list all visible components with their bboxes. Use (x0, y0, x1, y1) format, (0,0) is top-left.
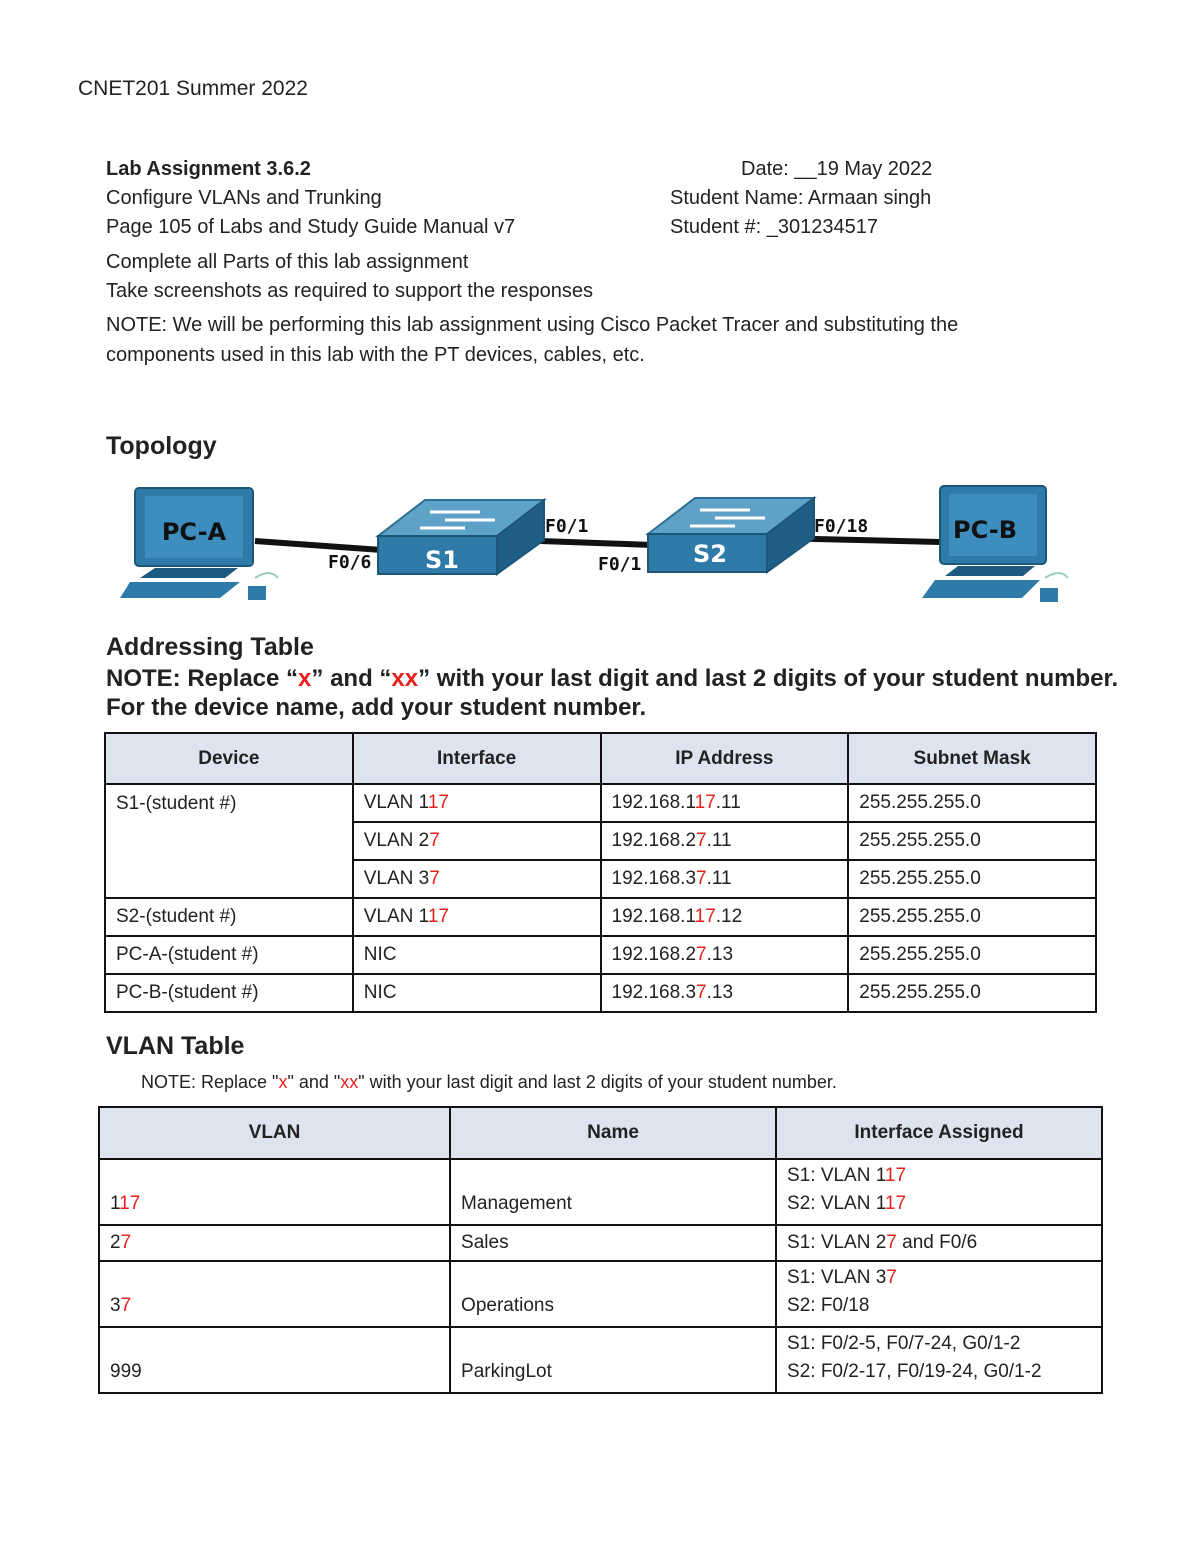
table-row (99, 1159, 1102, 1225)
column-header: IP Address (601, 733, 849, 784)
table-row (105, 936, 1096, 974)
lab-subtitle: Configure VLANs and Trunking (106, 187, 382, 209)
interface-cell: VLAN 37 (353, 860, 601, 898)
date-field: Date: __19 May 2022 (741, 158, 933, 180)
addressing-heading: Addressing Table (106, 633, 314, 661)
interface-cell: VLAN 117 (353, 898, 601, 936)
note-x: x (298, 665, 312, 692)
ip-cell: 192.168.37.13 (601, 974, 849, 1012)
switch-s1-icon (378, 500, 544, 574)
ip-cell: 192.168.27.11 (601, 822, 849, 860)
course-header: CNET201 Summer 2022 (78, 77, 308, 100)
mask-cell: 255.255.255.0 (848, 936, 1096, 974)
vlan-interface-cell: S1: VLAN 37 S2: F0/18 (776, 1261, 1102, 1327)
student-number-field: Student #: _301234517 (670, 216, 878, 238)
port-label-s1-f01: F0/1 (545, 516, 589, 537)
instruction-line: Complete all Parts of this lab assignment (106, 251, 469, 273)
device-cell: S2-(student #) (105, 898, 353, 936)
port-label-s2-f018: F0/18 (814, 516, 869, 537)
pc-b-label: PC-B (952, 516, 1018, 544)
vlan-name-cell: Management (450, 1159, 776, 1225)
vlan-id-cell: 27 (99, 1225, 450, 1261)
note-text: ” with your last digit and last 2 digits of your student number. (418, 665, 1119, 692)
interface-cell: VLAN 117 (353, 784, 601, 822)
ip-cell: 192.168.37.11 (601, 860, 849, 898)
lab-title: Lab Assignment 3.6.2 (106, 158, 311, 180)
mask-cell: 255.255.255.0 (848, 898, 1096, 936)
vlan-note: NOTE: Replace "x" and "xx" with your last digit and last 2 digits of your student number. (141, 1072, 837, 1092)
column-header: VLAN (99, 1107, 450, 1159)
mask-cell: 255.255.255.0 (848, 784, 1096, 822)
vlan-interface-cell: S1: F0/2-5, F0/7-24, G0/1-2 S2: F0/2-17, F0/19-24, G0/1-2 (776, 1327, 1102, 1393)
port-label-s1-f06: F0/6 (328, 552, 372, 573)
addressing-note (106, 664, 1146, 722)
switch-s2-icon (648, 498, 814, 572)
column-header: Subnet Mask (848, 733, 1096, 784)
column-header: Interface (353, 733, 601, 784)
topology-heading: Topology (106, 432, 217, 460)
table-row (99, 1225, 1102, 1261)
port-label-s2-f01: F0/1 (598, 554, 642, 575)
vlan-heading: VLAN Table (106, 1032, 245, 1060)
vlan-table (98, 1106, 1103, 1394)
s1-label: S1 (425, 546, 459, 574)
interface-cell: NIC (353, 974, 601, 1012)
ip-cell: 192.168.27.13 (601, 936, 849, 974)
note-text: For the device name, add your student number. (106, 694, 647, 721)
cable-pca-s1 (255, 541, 382, 550)
student-name-field: Student Name: Armaan singh (670, 187, 932, 209)
ip-cell: 192.168.117.11 (601, 784, 849, 822)
table-row (105, 898, 1096, 936)
table-row (99, 1327, 1102, 1393)
s2-label: S2 (693, 540, 727, 568)
table-row (105, 784, 1096, 822)
mask-cell: 255.255.255.0 (848, 822, 1096, 860)
table-row (99, 1261, 1102, 1327)
device-cell: PC-B-(student #) (105, 974, 353, 1012)
ip-cell: 192.168.117.12 (601, 898, 849, 936)
pc-a-icon (120, 488, 278, 600)
lab-page: Page 105 of Labs and Study Guide Manual v7 (106, 216, 516, 238)
mask-cell: 255.255.255.0 (848, 860, 1096, 898)
vlan-name-cell: Operations (450, 1261, 776, 1327)
lab-info (106, 155, 515, 242)
vlan-id-cell: 117 (99, 1159, 450, 1225)
instructions (106, 248, 593, 306)
student-info (670, 155, 932, 242)
device-cell: S1-(student #) (105, 784, 353, 898)
pc-b-icon (922, 486, 1068, 602)
vlan-id-cell: 37 (99, 1261, 450, 1327)
table-row (105, 974, 1096, 1012)
vlan-interface-cell: S1: VLAN 27 and F0/6 (776, 1225, 1102, 1261)
pc-a-label: PC-A (161, 518, 227, 546)
column-header: Name (450, 1107, 776, 1159)
addressing-table (104, 732, 1097, 1013)
interface-cell: VLAN 27 (353, 822, 601, 860)
note-xx: xx (391, 665, 419, 692)
column-header: Device (105, 733, 353, 784)
note-text: ” and “ (311, 665, 392, 692)
instruction-line: Take screenshots as required to support the responses (106, 280, 593, 302)
device-cell: PC-A-(student #) (105, 936, 353, 974)
vlan-interface-cell: S1: VLAN 117 S2: VLAN 117 (776, 1159, 1102, 1225)
vlan-name-cell: ParkingLot (450, 1327, 776, 1393)
interface-cell: NIC (353, 936, 601, 974)
vlan-name-cell: Sales (450, 1225, 776, 1261)
lab-note: NOTE: We will be performing this lab assignment using Cisco Packet Tracer and substituting the components used in this lab with the PT devices, cables, etc. (106, 314, 959, 366)
topology-diagram (120, 478, 1080, 613)
column-header: Interface Assigned (776, 1107, 1102, 1159)
note-text: NOTE: Replace “ (106, 665, 299, 692)
mask-cell: 255.255.255.0 (848, 974, 1096, 1012)
vlan-id-cell: 999 (99, 1327, 450, 1393)
